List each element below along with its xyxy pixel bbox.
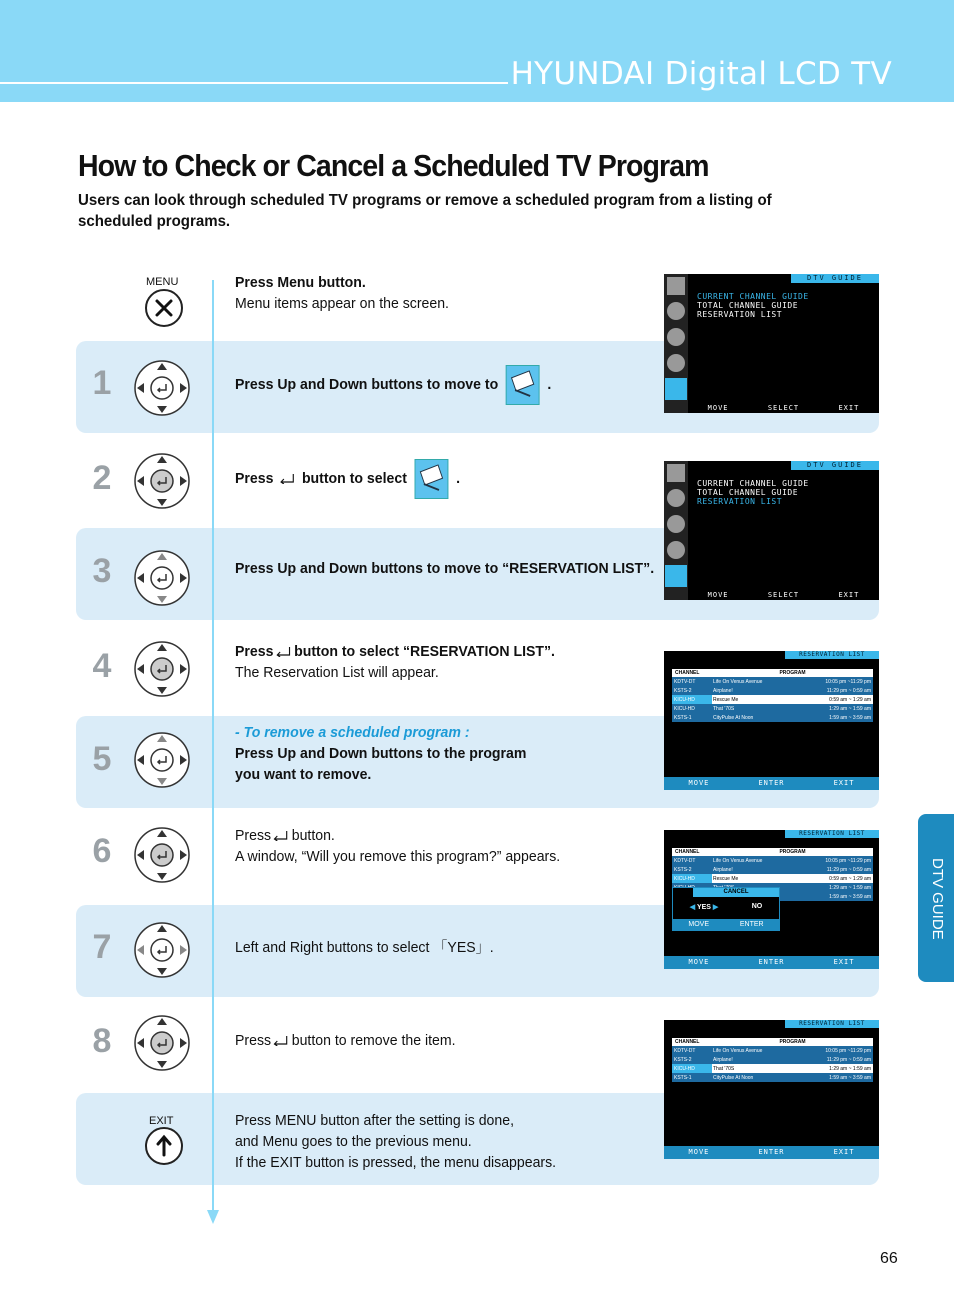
step-number: 1 xyxy=(92,364,112,402)
step-number: 5 xyxy=(92,740,112,778)
step-2-a: Press xyxy=(235,470,274,487)
step-5-line-3: you want to remove. xyxy=(235,766,372,783)
menu-item-reservation: RESERVATION LIST xyxy=(697,497,783,506)
tv-screen-dtv-guide-1 xyxy=(664,274,879,413)
step-6-line-2: A window, “Will you remove this program?” appears. xyxy=(235,848,561,865)
reservation-table xyxy=(672,669,873,722)
step-4-text xyxy=(235,641,555,683)
dialog-no[interactable]: NO xyxy=(751,903,763,910)
menu-button-icon xyxy=(145,289,183,327)
screen-footer xyxy=(664,777,879,790)
dialog-footer-move: MOVE xyxy=(688,921,710,928)
step-7-yes: YES xyxy=(447,939,476,956)
cell-program: Rescue Me xyxy=(713,875,739,882)
enter-icon xyxy=(274,1036,289,1046)
cell-channel: KICU-HD xyxy=(674,705,695,712)
step-2-text xyxy=(235,458,460,500)
step-number: 8 xyxy=(92,1022,112,1060)
col-program: PROGRAM xyxy=(779,1039,806,1045)
dpad-enter-icon xyxy=(133,640,191,698)
cell-time: 0:59 am ~ 1:29 am xyxy=(829,696,871,703)
table-row xyxy=(672,856,873,865)
footer-move: MOVE xyxy=(688,779,710,787)
screen-footer xyxy=(688,590,879,600)
enter-icon xyxy=(274,831,289,841)
step-7-end: . xyxy=(489,939,494,956)
table-row xyxy=(672,1073,873,1082)
step-1-text xyxy=(235,364,551,406)
col-program: PROGRAM xyxy=(779,849,806,855)
cell-channel: KSTS-1 xyxy=(674,714,692,721)
cell-time: 1:29 am ~ 1:59 am xyxy=(829,884,871,891)
cell-channel: KSTS-2 xyxy=(674,866,692,873)
cell-time: 1:59 am ~ 3:59 am xyxy=(829,893,871,900)
cell-channel: KDTV-DT xyxy=(674,857,696,864)
step-7-a: Left and Right buttons to select xyxy=(235,939,434,956)
cell-time: 1:29 am ~ 1:59 am xyxy=(829,705,871,712)
cell-program: Rescue Me xyxy=(713,696,739,703)
menu-item-total: TOTAL CHANNEL GUIDE xyxy=(697,301,799,310)
col-channel: CHANNEL xyxy=(675,670,700,676)
screen-title: RESERVATION LIST xyxy=(785,651,879,659)
menu-list xyxy=(697,479,809,506)
screen-title: DTV GUIDE xyxy=(791,461,879,470)
cell-channel: KSTS-2 xyxy=(674,1056,692,1063)
cell-program: Life On Venus Avenue xyxy=(713,1047,763,1054)
enter-icon xyxy=(276,647,291,657)
dialog-options xyxy=(673,903,779,911)
step-9-line-2: and Menu goes to the previous menu. xyxy=(235,1133,472,1150)
table-row xyxy=(672,865,873,874)
cell-time: 11:29 pm ~ 0:59 am xyxy=(826,687,871,694)
cell-time: 10:05 pm ~11:29 pm xyxy=(825,857,871,864)
col-program: PROGRAM xyxy=(779,670,806,676)
table-row xyxy=(672,686,873,695)
dialog-footer-enter: ENTER xyxy=(739,921,764,928)
footer-select: SELECT xyxy=(767,404,800,412)
screen-footer xyxy=(664,956,879,969)
table-row xyxy=(672,677,873,686)
menu-item-current: CURRENT CHANNEL GUIDE xyxy=(697,292,809,301)
cell-program: Airplane! xyxy=(713,866,733,873)
dialog-yes-label: YES xyxy=(696,904,711,911)
step-8-a: Press xyxy=(235,1032,272,1049)
step-6-b: button. xyxy=(291,827,335,844)
dpad-enter-icon xyxy=(133,1014,191,1072)
page-title: How to Check or Cancel a Scheduled TV Program xyxy=(78,148,709,183)
footer-exit: EXIT xyxy=(838,404,860,412)
col-channel: CHANNEL xyxy=(675,1039,700,1045)
step-8-b: button to remove the item. xyxy=(291,1032,456,1049)
menu-item-current: CURRENT CHANNEL GUIDE xyxy=(697,479,809,488)
left-arrow-icon: ◀ xyxy=(689,904,697,911)
cell-time: 11:29 pm ~ 0:59 am xyxy=(826,866,871,873)
table-row xyxy=(672,704,873,713)
footer-exit: EXIT xyxy=(833,779,855,787)
reservation-table xyxy=(672,1038,873,1082)
cell-time: 0:59 am ~ 1:29 am xyxy=(829,875,871,882)
step-4-b: button to select “RESERVATION LIST”. xyxy=(294,643,555,660)
step-4-line-2: The Reservation List will appear. xyxy=(235,664,439,681)
brand-title: HYUNDAI Digital LCD TV xyxy=(510,56,892,92)
guide-icon xyxy=(665,378,687,400)
cell-channel: KDTV-DT xyxy=(674,678,696,685)
cell-time: 1:59 am ~ 3:59 am xyxy=(829,1074,871,1081)
step-9-text xyxy=(235,1110,556,1173)
dpad-enter-icon xyxy=(133,452,191,510)
cell-program: CityPulse At Noon xyxy=(713,1074,754,1081)
cell-channel: KSTS-2 xyxy=(674,687,692,694)
disc-icon xyxy=(667,489,685,507)
screen-title: RESERVATION LIST xyxy=(785,1020,879,1028)
timeline-line xyxy=(212,280,214,1212)
dpad-updown-icon xyxy=(133,549,191,607)
step-number: 3 xyxy=(92,552,112,590)
step-6-text xyxy=(235,825,560,867)
table-row-selected xyxy=(672,1064,873,1073)
screen-footer xyxy=(664,1146,879,1159)
menu-item-reservation: RESERVATION LIST xyxy=(697,310,783,319)
cell-channel: KICU-HD xyxy=(672,695,712,704)
satellite-icon xyxy=(667,328,685,346)
step-0-text xyxy=(235,272,449,314)
step-5-text xyxy=(235,722,526,785)
cell-time: 10:05 pm ~11:29 pm xyxy=(825,1047,871,1054)
cell-time: 1:59 am ~ 3:59 am xyxy=(829,714,871,721)
cell-program: Airplane! xyxy=(713,1056,733,1063)
cell-time: 10:05 pm ~11:29 pm xyxy=(825,678,871,685)
dtv-guide-icon xyxy=(506,365,540,405)
exit-button-icon xyxy=(145,1127,183,1165)
footer-enter: ENTER xyxy=(758,1148,785,1156)
step-6-a: Press xyxy=(235,827,272,844)
dpad-updown-icon xyxy=(133,731,191,789)
tv-icon xyxy=(667,464,685,482)
step-number: 7 xyxy=(92,928,112,966)
cell-channel: KICU-HD xyxy=(672,1064,712,1073)
footer-exit: EXIT xyxy=(833,1148,855,1156)
footer-move: MOVE xyxy=(707,591,729,599)
table-row xyxy=(672,713,873,722)
timeline-arrow xyxy=(207,1210,219,1224)
dpad-enter-icon xyxy=(133,826,191,884)
step-1-line: Press Up and Down buttons to move to xyxy=(235,376,499,393)
step-9-line-3: If the EXIT button is pressed, the menu disappears. xyxy=(235,1154,557,1171)
cell-channel: KSTS-1 xyxy=(674,1074,692,1081)
dialog-title: CANCEL xyxy=(693,888,779,897)
step-7-text xyxy=(235,937,494,958)
exit-button-label: EXIT xyxy=(149,1115,174,1127)
footer-exit: EXIT xyxy=(833,958,855,966)
cell-channel: KICU-HD xyxy=(672,874,712,883)
tools-icon xyxy=(667,354,685,372)
tv-screen-cancel-dialog xyxy=(664,830,879,969)
tv-screen-dtv-guide-2 xyxy=(664,461,879,600)
tools-icon xyxy=(667,541,685,559)
menu-button-label: MENU xyxy=(146,276,179,288)
table-row xyxy=(672,1046,873,1055)
side-tab-label: DTV GUIDE xyxy=(929,858,946,940)
page-number: 66 xyxy=(880,1250,898,1267)
cell-program: Airplane! xyxy=(713,687,733,694)
menu-item-total: TOTAL CHANNEL GUIDE xyxy=(697,488,799,497)
cell-time: 11:29 pm ~ 0:59 am xyxy=(826,1056,871,1063)
step-0-line-1: Press Menu button. xyxy=(235,274,366,291)
footer-enter: ENTER xyxy=(758,779,785,787)
dialog-footer xyxy=(673,919,779,930)
footer-enter: ENTER xyxy=(758,958,785,966)
cell-program: That '70S xyxy=(713,1065,735,1072)
step-2-b: button to select xyxy=(301,470,407,487)
header-rule xyxy=(0,82,508,84)
footer-move: MOVE xyxy=(688,958,710,966)
dpad-leftright-icon xyxy=(133,921,191,979)
table-row-selected xyxy=(672,874,873,883)
step-8-text xyxy=(235,1030,456,1051)
cancel-dialog xyxy=(672,887,780,931)
dialog-yes[interactable] xyxy=(690,903,719,911)
footer-move: MOVE xyxy=(688,1148,710,1156)
cell-program: CityPulse At Noon xyxy=(713,714,754,721)
cell-program: Life On Venus Avenue xyxy=(713,678,763,685)
cell-program: That '70S xyxy=(713,705,735,712)
footer-exit: EXIT xyxy=(838,591,860,599)
tv-screen-reservation-after xyxy=(664,1020,879,1159)
screen-title: RESERVATION LIST xyxy=(785,830,879,838)
screen-title: DTV GUIDE xyxy=(791,274,879,283)
footer-move: MOVE xyxy=(707,404,729,412)
step-number: 2 xyxy=(92,459,112,497)
table-row-selected xyxy=(672,695,873,704)
guide-icon xyxy=(665,565,687,587)
tv-screen-reservation-list xyxy=(664,651,879,790)
bracket-open: 「 xyxy=(433,939,448,956)
step-3-text: Press Up and Down buttons to move to “RESERVATION LIST”. xyxy=(235,560,655,577)
step-number: 4 xyxy=(92,647,112,685)
disc-icon xyxy=(667,302,685,320)
cell-channel: KDTV-DT xyxy=(674,1047,696,1054)
dpad-updown-icon xyxy=(133,359,191,417)
bracket-close: 」 xyxy=(475,939,490,956)
step-0-line-2: Menu items appear on the screen. xyxy=(235,295,449,312)
header-bar xyxy=(0,0,954,102)
footer-select: SELECT xyxy=(767,591,800,599)
right-arrow-icon: ▶ xyxy=(710,904,719,911)
page-subtitle: Users can look through scheduled TV programs or remove a scheduled program from a listing of scheduled programs. xyxy=(78,192,772,230)
satellite-icon xyxy=(667,515,685,533)
col-channel: CHANNEL xyxy=(675,849,700,855)
step-9-line-1: Press MENU button after the setting is done, xyxy=(235,1112,515,1129)
tv-icon xyxy=(667,277,685,295)
step-1-end: . xyxy=(547,376,552,393)
step-4-a: Press xyxy=(235,643,274,660)
step-5-line-2: Press Up and Down buttons to the program xyxy=(235,745,527,762)
dtv-guide-icon xyxy=(415,459,449,499)
cell-program: Life On Venus Avenue xyxy=(713,857,763,864)
menu-list xyxy=(697,292,809,319)
enter-icon xyxy=(280,474,295,484)
table-row xyxy=(672,1055,873,1064)
dtv-guide-side-tab xyxy=(918,814,954,982)
cell-time: 1:29 am ~ 1:59 am xyxy=(829,1065,871,1072)
step-5-note: - To remove a scheduled program : xyxy=(235,724,470,741)
step-number: 6 xyxy=(92,832,112,870)
step-2-end: . xyxy=(456,470,461,487)
screen-footer xyxy=(688,403,879,413)
